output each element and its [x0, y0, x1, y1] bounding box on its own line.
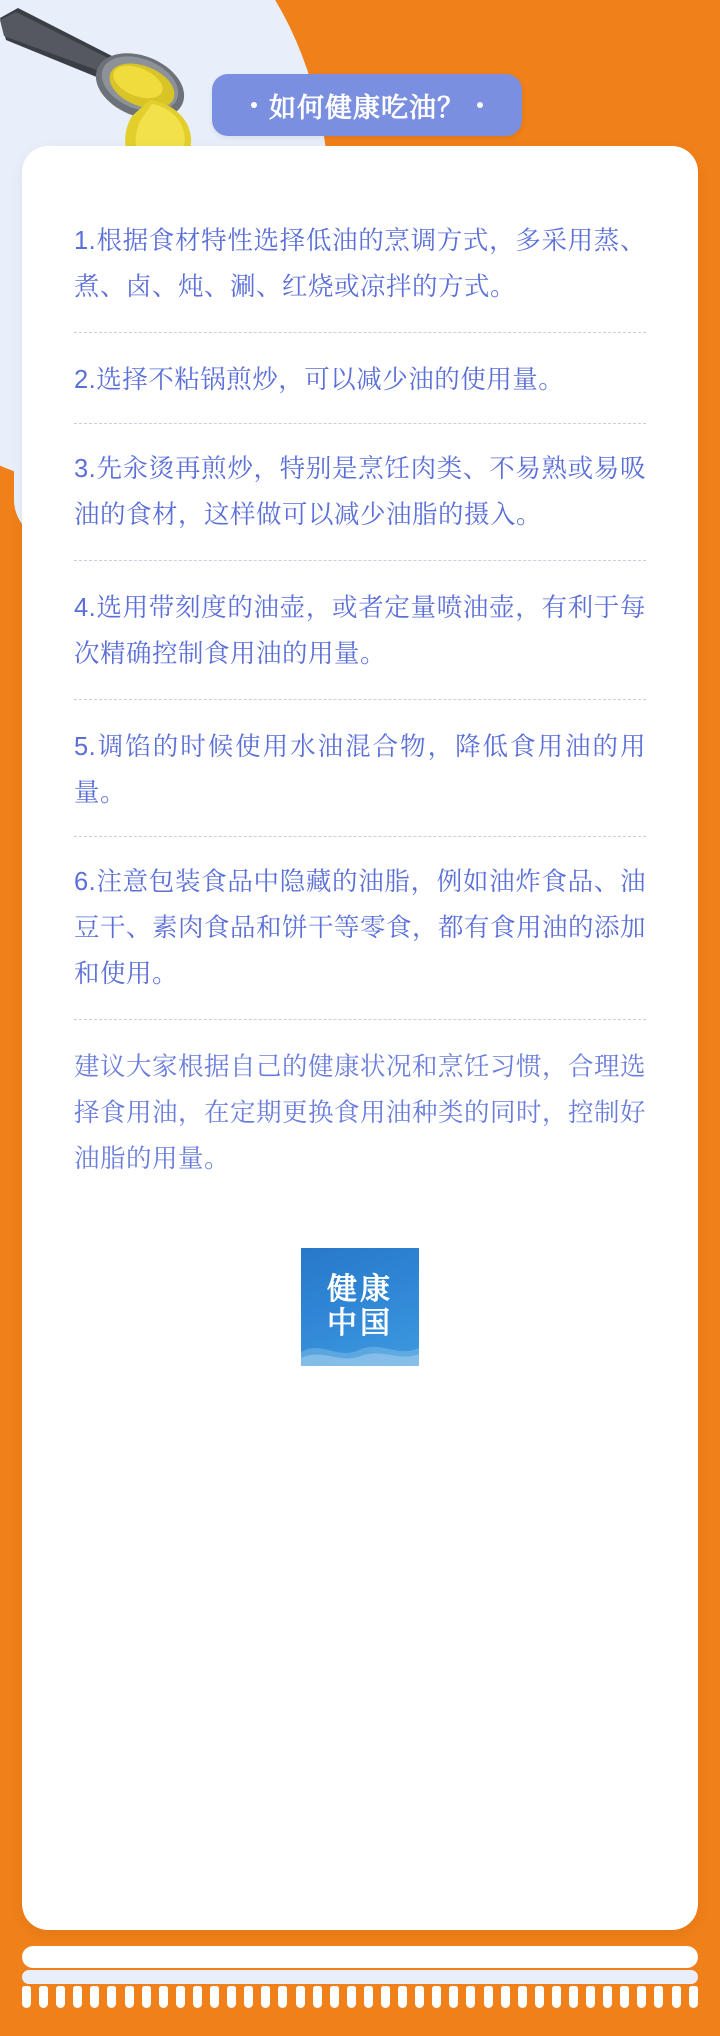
divider-2 [74, 423, 646, 424]
healthy-china-logo [301, 1248, 419, 1366]
divider-4 [74, 699, 646, 700]
logo-line-2: 中国 [327, 1307, 393, 1340]
logo-line-1: 健康 [327, 1273, 393, 1306]
tip-item-3: 3.先汆烫再煎炒，特别是烹饪肉类、不易熟或易吸油的食材，这样做可以减少油脂的摄入。 [74, 455, 646, 529]
divider-3 [74, 560, 646, 561]
page-title-banner [212, 74, 522, 136]
bottom-decorative-strip [22, 1946, 698, 2012]
banner-dot-left [251, 102, 257, 108]
tip-item-2: 2.选择不粘锅煎炒，可以减少油的使用量。 [74, 366, 565, 394]
divider-6 [74, 1019, 646, 1020]
page-title: 如何健康吃油？ [269, 92, 465, 123]
content-card [22, 146, 698, 1930]
strip-teeth [22, 1986, 698, 2010]
tip-item-4: 4.选用带刻度的油壶，或者定量喷油壶，有利于每次精确控制食用油的用量。 [74, 594, 646, 668]
strip-bar-top [22, 1946, 698, 1968]
strip-bar-bottom [22, 1970, 698, 1984]
divider-5 [74, 836, 646, 837]
banner-dot-right [477, 102, 483, 108]
logo-container [74, 1248, 646, 1366]
tip-item-5: 5.调馅的时候使用水油混合物，降低食用油的用量。 [74, 733, 646, 807]
closing-paragraph: 建议大家根据自己的健康状况和烹饪习惯，合理选择食用油，在定期更换食用油种类的同时，控制好油脂的用量。 [74, 1053, 647, 1173]
tip-item-1: 1.根据食材特性选择低油的烹调方式，多采用蒸、煮、卤、炖、涮、红烧或凉拌的方式。 [74, 227, 646, 301]
tip-item-6: 6.注意包装食品中隐藏的油脂，例如油炸食品、油豆干、素肉食品和饼干等零食，都有食用油的添加和使用。 [74, 868, 647, 988]
divider-1 [74, 332, 646, 333]
